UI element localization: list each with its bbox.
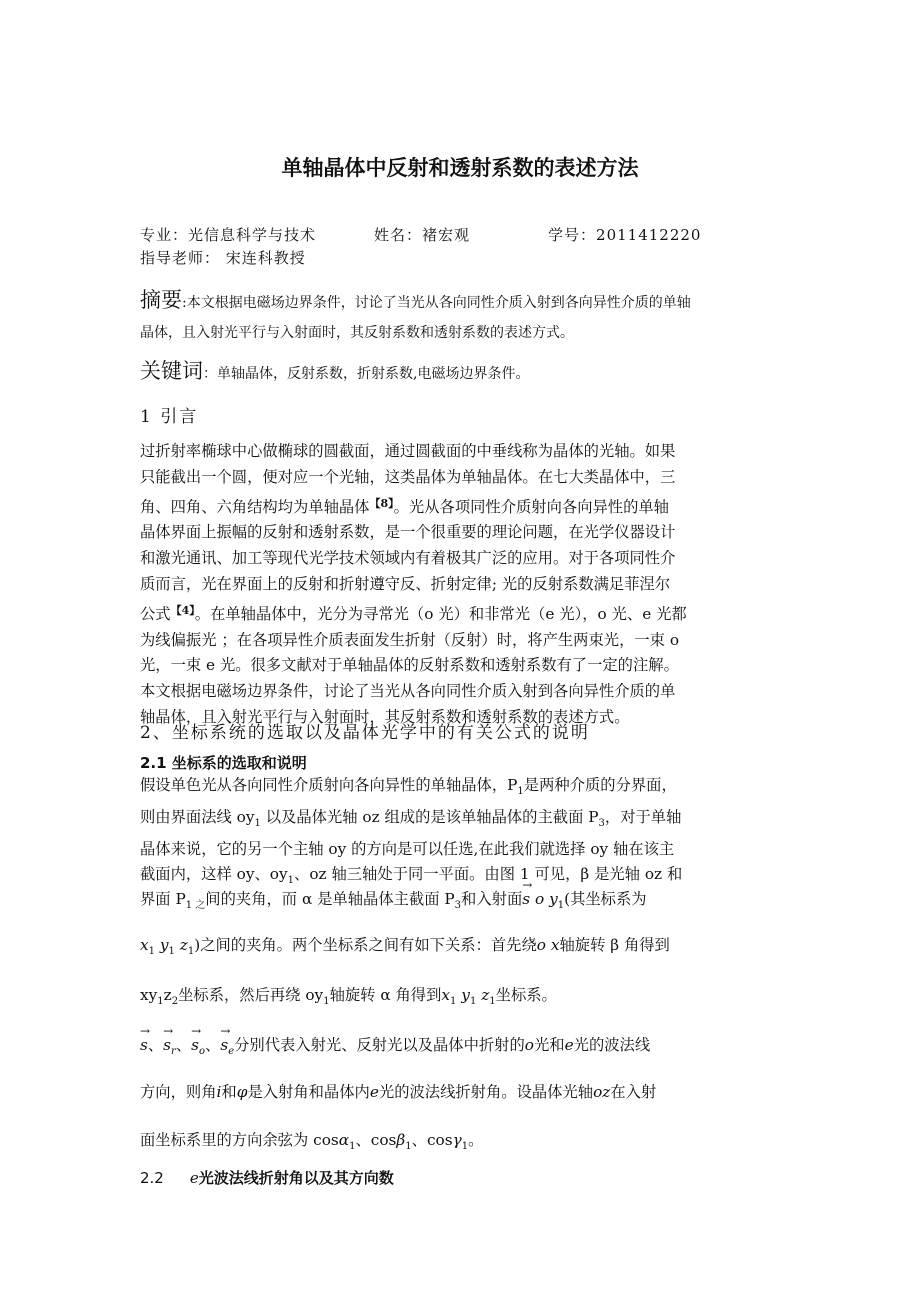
keywords-label: 关键词	[140, 359, 203, 383]
vector-s-reflected: → s	[163, 1030, 171, 1054]
abstract-text-1: 本文根据电磁场边界条件，讨论了当光从各向同性介质入射到各向异性介质的单轴	[186, 295, 691, 311]
abstract-label: 摘要	[140, 288, 182, 312]
section-1-body: 过折射率椭球中心做椭球的圆截面，通过圆截面的中垂线称为晶体的光轴。如果 只能截出一个圆，便对应一个光轴，这类晶体为单轴晶体。在七大类晶体中，三 角、四角、六角结构均为单轴晶体$^{【8】}$。光从各项同性介质射向各向异性的单轴 晶体界面上振幅的反射和透射系数，是一个很重要的理论问题，在光学仪器设计 和激光通讯、加工等现代光学技术领域内有着极其广泛的应用。对于各项同性介 质而言，光在界面上的反射和折射遵守反、折射定律; 光的反射系数满足菲涅尔 公式$^{【4】}$。在单轴晶体中，光分为寻常光（o 光）和非常光（e 光），o 光、e 光都 为线偏振光 ；在各项异性介质表面发生折射（反射）时，将产生两束光，一束 o 光，一束 e 光。很多文献对于单轴晶体的反射系数和透射系数有了一定的注解。 本文根据电磁场边界条件，讨论了当光从各向同性介质入射到各向异性介质的单 轴晶体，且入射光平行与入射面时，其反射系数和透射系数的表述方式。	[140, 442, 687, 726]
line-coordinate-relation: $x_1$ $y_1$ $z_1$)之间的夹角。两个坐标系之间有如下关系：首先绕o x轴旋转 β 角得到	[140, 936, 670, 958]
line-wave-vectors: → s、→ $s_r$、→ $s_o$、→ $s_e$分别代表入射光、反射光以及晶体中折射的o光和e光的波法线	[140, 1030, 785, 1057]
section-2-1-body: 假设单色光从各向同性介质射向各向异性的单轴晶体，$P_1$是两种介质的分界面， 则由界面法线 $oy_1$ 以及晶体光轴 oz 组成的是该单轴晶体的主截面 $P_3$，对于单轴 晶体来说，它的另一个主轴 oy 的方向是可以任选,在此我们就选择 oy 轴在该主 截面内，这样 oy、$oy_1$、oz 轴三轴处于同一平面。由图 1 可见，β 是光轴 oz 和	[140, 776, 683, 887]
line-direction-cosines: 面坐标系里的方向余弦为 cosα$_1$、cosβ$_1$、cosγ$_1$。	[140, 1131, 484, 1153]
keywords-block	[140, 355, 790, 385]
citation-8: 【8】	[369, 496, 394, 510]
author-meta-line	[140, 224, 701, 245]
student-id: 学号：2011412220	[548, 226, 702, 244]
vector-s: → s	[522, 884, 530, 908]
vector-s-o: → s	[191, 1030, 199, 1054]
line-angles: 方向，则角i和φ是入射角和晶体内e光的波法线折射角。设晶体光轴oz在入射	[140, 1083, 657, 1101]
subsection-2-1-heading: 2.1 坐标系的选取和说明	[140, 754, 307, 772]
paper-title: 单轴晶体中反射和透射系数的表述方法	[281, 156, 639, 180]
vector-s-e: → s	[220, 1030, 228, 1054]
section-2-heading: 2、坐标系统的选取以及晶体光学中的有关公式的说明	[140, 723, 590, 743]
citation-4: 【4】	[170, 603, 195, 617]
abstract-text-2: 晶体，且入射光平行与入射面时，其反射系数和透射系数的表述方式。	[140, 325, 574, 341]
line-interface-angle: 界面 $P_{1 之}$间的夹角，而 α 是单轴晶体主截面 $P_3$和入射面→ s o $y_1$(其坐标系为	[140, 884, 785, 911]
major-text: 专业：光信息科学与技术	[140, 226, 317, 244]
abstract-block: 摘要:本文根据电磁场边界条件，讨论了当光从各向同性介质入射到各向异性介质的单轴	[140, 288, 691, 312]
author-name: 姓名：褚宏观	[374, 226, 471, 244]
line-xy-rotation: $xy_1z_2$坐标系，然后再绕 $oy_1$轴旋转 α 角得到$x_1$ $y_1$ $z_1$坐标系。	[140, 986, 557, 1008]
advisor-line: 指导老师： 宋连科教授	[140, 249, 306, 267]
vector-s-incident: → s	[140, 1030, 148, 1054]
section-1-heading: 1 引言	[140, 407, 199, 427]
keywords-text: ：单轴晶体，反射系数，折射系数,电磁场边界条件。	[203, 366, 530, 382]
subsection-2-2-heading: 2.2 e光波法线折射角以及其方向数	[140, 1169, 394, 1187]
